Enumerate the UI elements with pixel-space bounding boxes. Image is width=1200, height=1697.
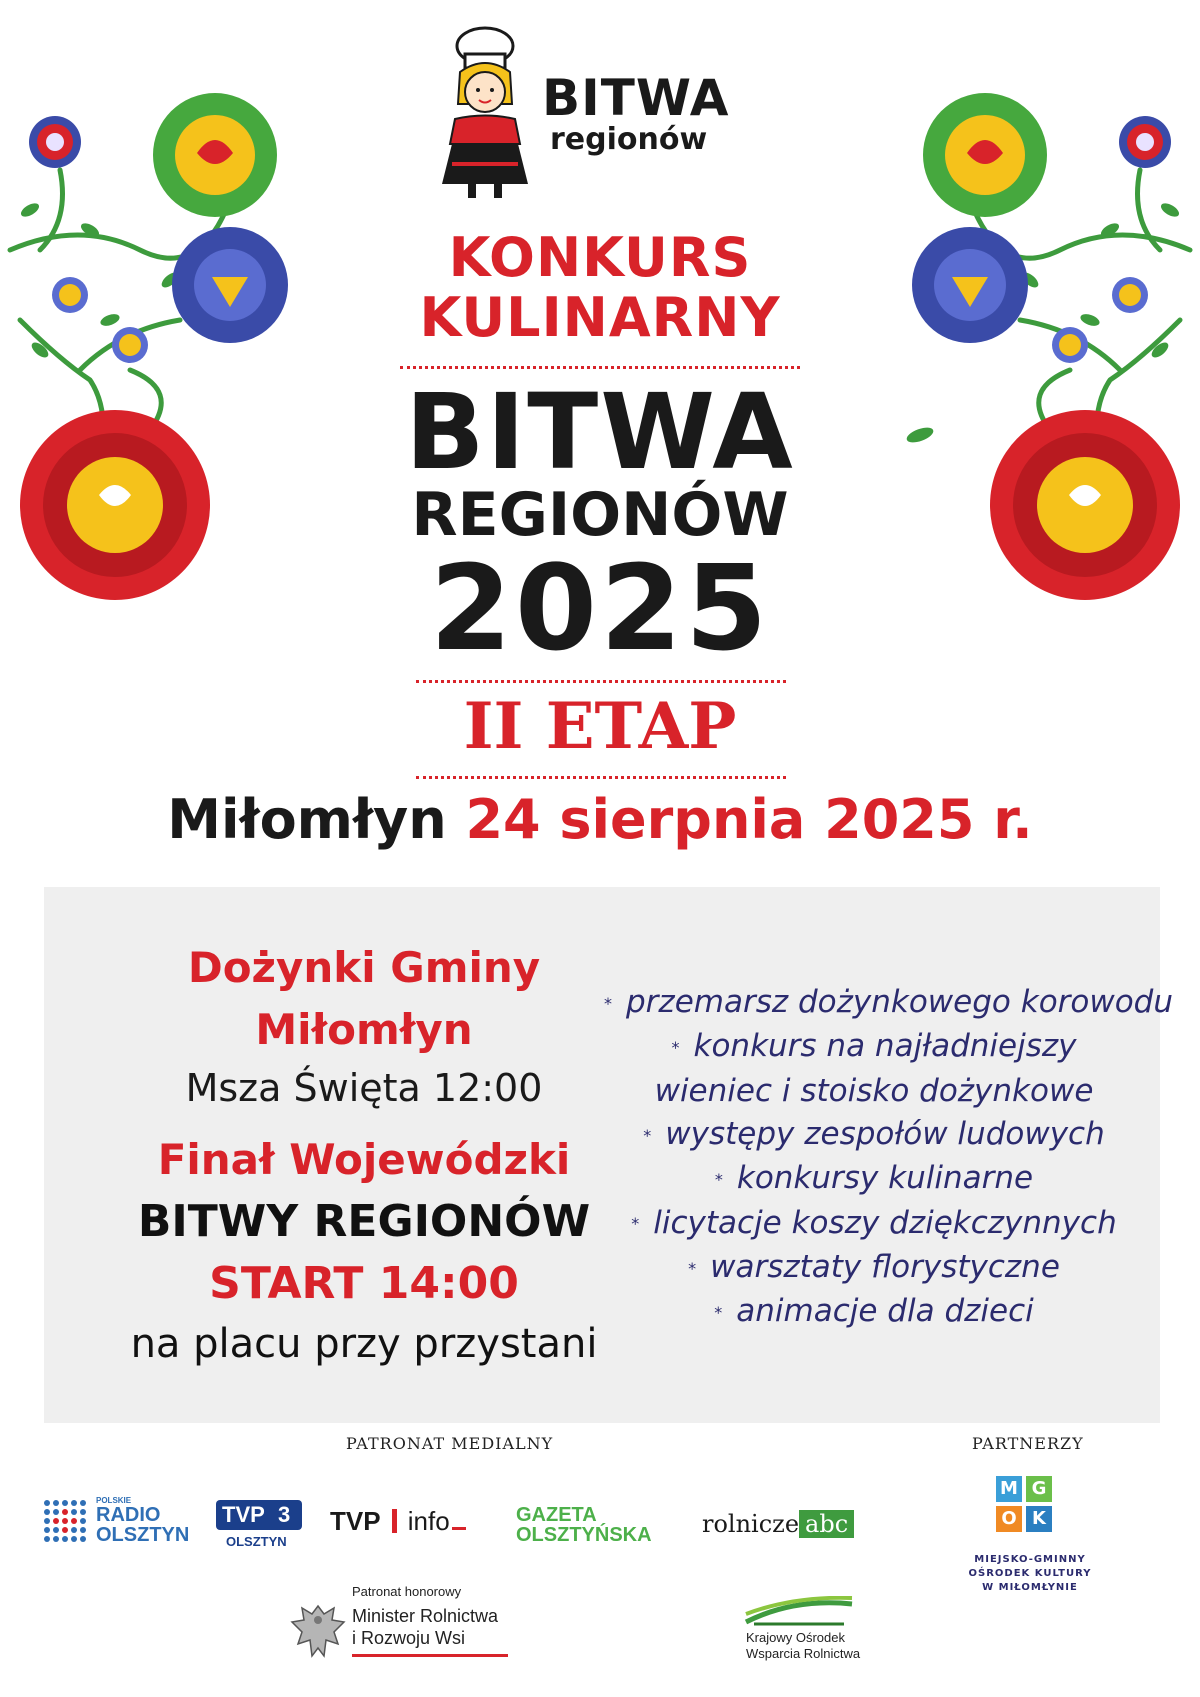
activity-text: przemarsz dożynkowego korowodu xyxy=(626,984,1174,1020)
tvpinfo-label-b: info xyxy=(407,1506,450,1536)
mgok-logo xyxy=(940,1476,1140,1606)
tvp3-number: 3 xyxy=(278,1502,291,1527)
mgok-letter: O xyxy=(996,1506,1022,1532)
harvest-title-1: Dożynki Gminy xyxy=(187,943,541,992)
activity-item xyxy=(604,1025,1144,1069)
logo-title: BITWA xyxy=(542,69,730,127)
contest-heading-line1: KONKURS xyxy=(448,226,752,289)
activity-text: wieniec i stoisko dożynkowe xyxy=(654,1072,1094,1109)
event-year: 2025 xyxy=(429,539,771,677)
gazeta-olsztynska-logo xyxy=(516,1504,686,1548)
harvest-title-2: Miłomłyn xyxy=(255,1005,473,1054)
event-title-line2: REGIONÓW xyxy=(411,480,789,550)
mgok-line3: W MIŁOMŁYNIE xyxy=(982,1582,1078,1593)
gazeta-label-1: GAZETA xyxy=(516,1504,597,1526)
minister-line2: i Rozwoju Wsi xyxy=(352,1628,466,1648)
divider-dotted-2 xyxy=(416,680,786,683)
minister-line1: Minister Rolnictwa xyxy=(352,1606,499,1626)
activity-item xyxy=(604,1070,1144,1114)
gazeta-label-2: OLSZTYŃSKA xyxy=(516,1524,652,1546)
bullet-icon: * xyxy=(643,1125,652,1145)
mgok-letter: K xyxy=(1026,1506,1052,1532)
tvp-info-logo xyxy=(330,1506,480,1542)
event-date: 24 sierpnia 2025 r. xyxy=(465,788,1033,851)
rolnicze-abc-logo xyxy=(702,1510,902,1546)
bullet-icon: * xyxy=(714,1302,723,1322)
mgok-letters xyxy=(996,1476,1062,1542)
divider-dotted-1 xyxy=(400,366,800,369)
radio-olsztyn-logo xyxy=(42,1496,202,1548)
rolnicze-label-a: rolnicze xyxy=(702,1510,800,1538)
program-main xyxy=(54,937,674,1373)
tvpinfo-label-a: TVP xyxy=(330,1506,381,1536)
radio-dots-icon xyxy=(42,1498,88,1544)
kowr-line2: Wsparcia Rolnictwa xyxy=(746,1646,861,1661)
event-title-line1: BITWA xyxy=(405,371,795,493)
radio-label-1: RADIO xyxy=(96,1504,161,1526)
bullet-icon: * xyxy=(688,1258,697,1278)
mass-time: Msza Święta 12:00 xyxy=(185,1066,543,1110)
activities-list xyxy=(604,981,1174,1334)
activity-item xyxy=(604,1290,1144,1334)
mgok-line1: MIEJSKO-GMINNY xyxy=(974,1554,1086,1565)
tvp3-box-label: TVP xyxy=(222,1502,265,1527)
bullet-icon: * xyxy=(671,1038,680,1057)
mgok-letter: M xyxy=(996,1476,1022,1502)
program-box xyxy=(44,887,1174,1423)
divider-dotted-3 xyxy=(416,776,786,779)
start-time: START 14:00 xyxy=(209,1258,519,1309)
activity-item xyxy=(604,1246,1144,1290)
stage-label: II ETAP xyxy=(463,689,737,764)
radio-small-label: POLSKIE xyxy=(96,1496,132,1505)
kowr-logo-icon xyxy=(744,1596,854,1626)
tvp3-city: OLSZTYN xyxy=(226,1534,287,1549)
tvp3-olsztyn-logo xyxy=(216,1500,306,1554)
media-patronage-label: PATRONAT MEDIALNY xyxy=(346,1434,554,1453)
event-place-date xyxy=(0,790,1200,850)
logo-subtitle: regionów xyxy=(550,122,708,157)
activity-item xyxy=(604,1202,1144,1246)
activity-text: konkurs na najładniejszy xyxy=(693,1028,1077,1065)
activity-item xyxy=(604,1157,1144,1201)
radio-label-2: OLSZTYN xyxy=(96,1524,190,1546)
activity-text: animacje dla dzieci xyxy=(736,1293,1034,1329)
bitwa-regionow-logo xyxy=(430,24,770,214)
minister-flag-bar xyxy=(352,1654,508,1657)
rolnicze-label-b: abc xyxy=(799,1510,854,1538)
bullet-icon: * xyxy=(604,993,612,1013)
kowr-line1: Krajowy Ośrodek xyxy=(746,1630,845,1645)
event-location: na placu przy przystani xyxy=(130,1321,598,1367)
contest-heading-line2: KULINARNY xyxy=(419,286,781,349)
activity-text: konkursy kulinarne xyxy=(736,1160,1034,1197)
decorative-flowers-right xyxy=(870,80,1200,640)
mgok-letter: G xyxy=(1026,1476,1052,1502)
activity-item xyxy=(604,1113,1144,1157)
bullet-icon: * xyxy=(631,1214,640,1234)
honorary-label: Patronat honorowy xyxy=(352,1584,462,1599)
chef-mascot-icon xyxy=(430,24,540,204)
polish-eagle-icon xyxy=(290,1600,346,1662)
tvpinfo-separator xyxy=(392,1509,397,1533)
activity-text: licytacje koszy dziękczynnych xyxy=(653,1204,1117,1241)
activity-text: warsztaty florystyczne xyxy=(710,1248,1060,1285)
partners-label: PARTNERZY xyxy=(972,1434,1084,1453)
contest-heading xyxy=(360,228,840,348)
mgok-line2: OŚRODEK KULTURY xyxy=(968,1568,1092,1579)
bullet-icon: * xyxy=(714,1170,723,1189)
activity-text: występy zespołów ludowych xyxy=(665,1116,1105,1152)
final-title: Finał Wojewódzki xyxy=(157,1135,571,1184)
activity-item xyxy=(604,981,1174,1025)
final-event: BITWY REGIONÓW xyxy=(137,1196,591,1247)
event-place: Miłomłyn xyxy=(167,788,447,851)
decorative-flowers-left xyxy=(0,80,330,640)
